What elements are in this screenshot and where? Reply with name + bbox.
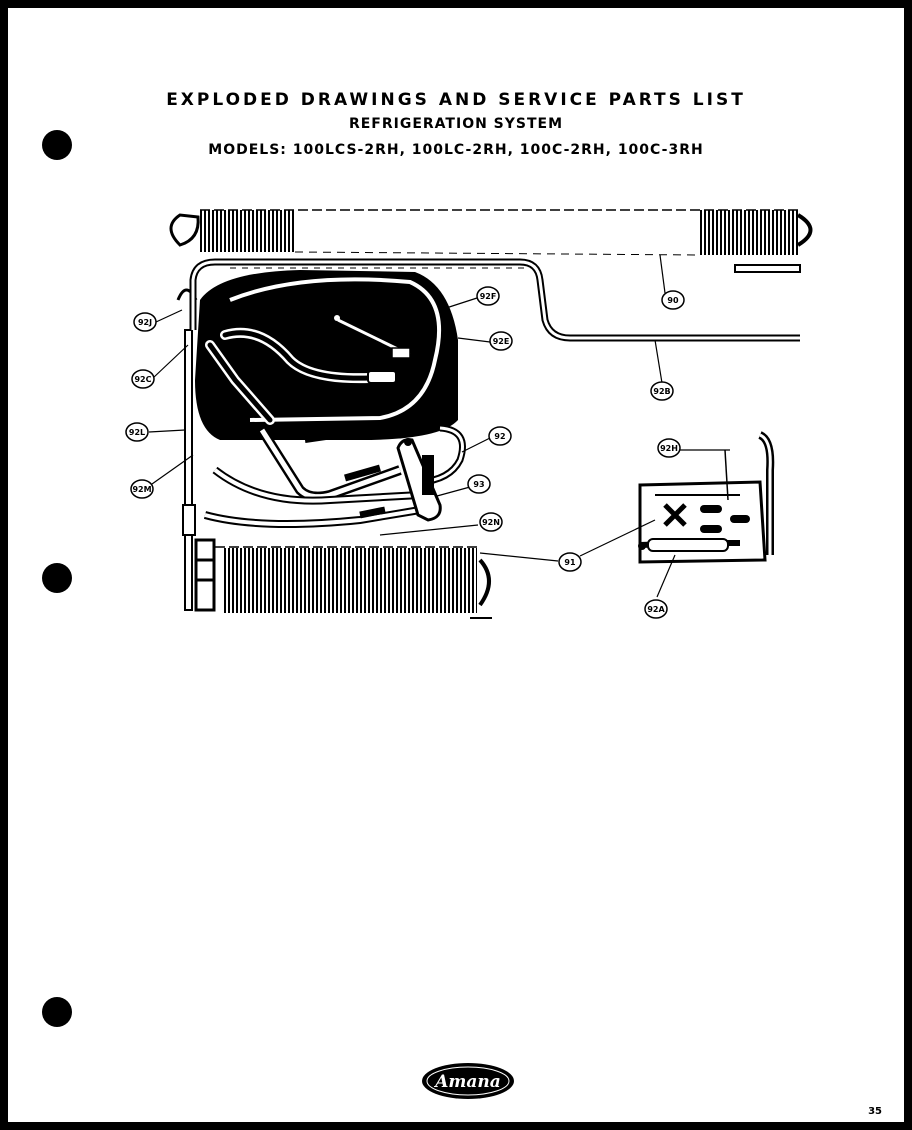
callout-92m <box>131 480 153 498</box>
svg-text:91: 91 <box>564 558 576 567</box>
callout-92h <box>658 439 680 457</box>
callout-92j <box>134 313 156 331</box>
svg-text:92N: 92N <box>482 518 500 527</box>
callout-92a <box>645 600 667 618</box>
svg-text:92L: 92L <box>128 428 146 437</box>
svg-text:90: 90 <box>667 296 679 305</box>
accumulator <box>398 438 440 520</box>
svg-text:92F: 92F <box>479 292 497 301</box>
callout-91 <box>559 553 581 571</box>
callout-92l <box>126 423 148 441</box>
page-title: EXPLODED DRAWINGS AND SERVICE PARTS LIST <box>166 90 746 110</box>
callout-92c <box>132 370 154 388</box>
svg-text:92: 92 <box>494 432 506 441</box>
callout-90 <box>662 291 684 309</box>
svg-text:92E: 92E <box>492 337 510 346</box>
compressor <box>195 270 458 440</box>
condenser-coil-top <box>171 210 811 255</box>
svg-text:92J: 92J <box>137 318 153 327</box>
callout-93 <box>468 475 490 493</box>
page-number: 35 <box>868 1106 882 1117</box>
svg-text:92C: 92C <box>134 375 152 384</box>
condenser-coil-bottom <box>215 547 492 618</box>
amana-logo <box>422 1063 514 1099</box>
callout-92n <box>480 513 502 531</box>
svg-text:92M: 92M <box>132 485 152 494</box>
page-subtitle: REFRIGERATION SYSTEM <box>348 116 564 132</box>
models-line: MODELS: 100LCS-2RH, 100LC-2RH, 100C-2RH, 100C-3RH <box>208 142 704 158</box>
svg-text:Amana: Amana <box>435 1072 501 1092</box>
callout-92b <box>651 382 673 400</box>
svg-text:92B: 92B <box>653 387 671 396</box>
evaporator-assembly <box>638 435 770 562</box>
svg-text:92H: 92H <box>660 444 678 453</box>
callout-92 <box>489 427 511 445</box>
svg-text:93: 93 <box>473 480 485 489</box>
callout-92e <box>490 332 512 350</box>
svg-text:92A: 92A <box>647 605 665 614</box>
callout-92f <box>477 287 499 305</box>
